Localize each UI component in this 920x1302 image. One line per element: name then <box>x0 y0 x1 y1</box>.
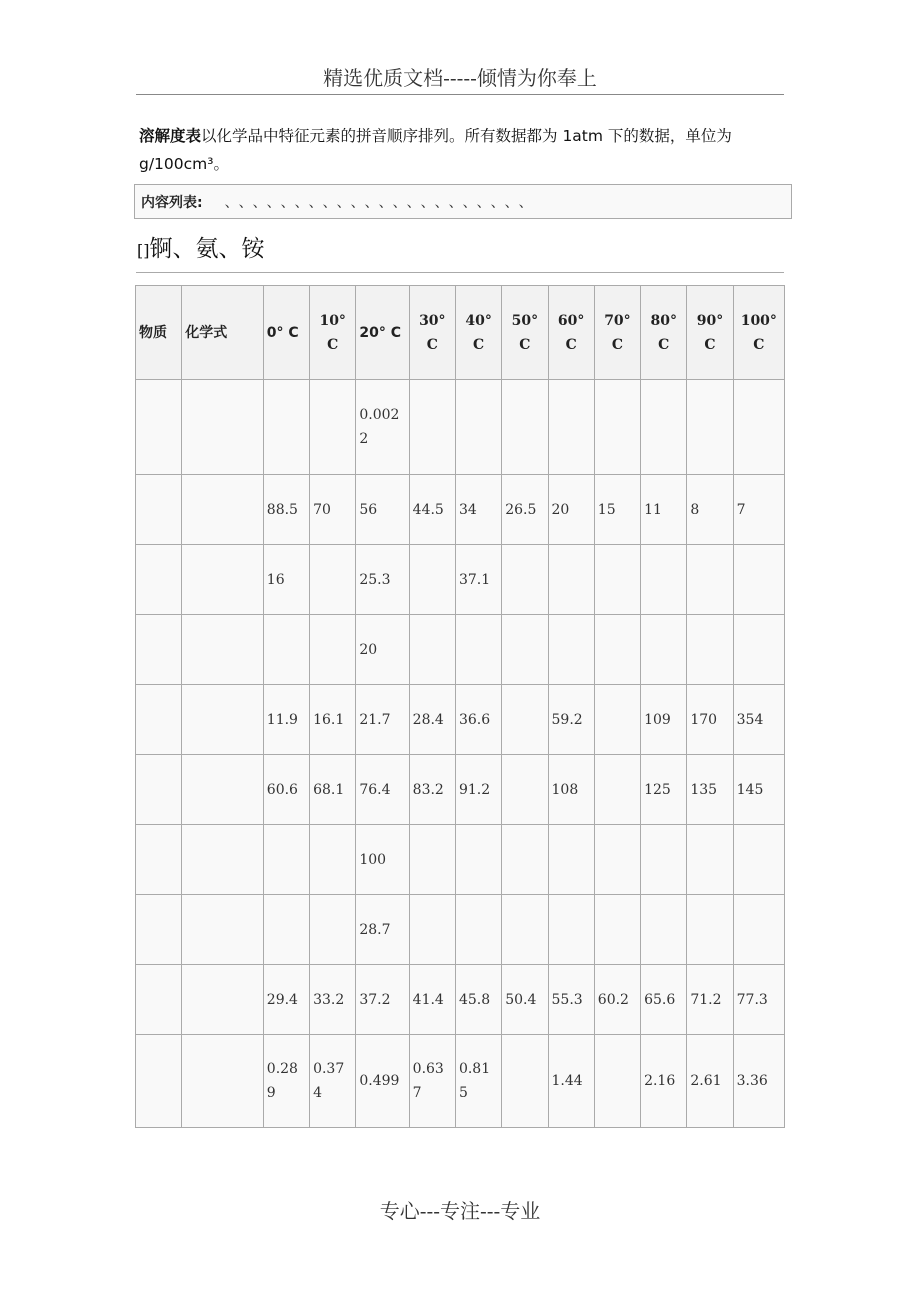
solubility-cell: 25.3 <box>356 545 409 615</box>
solubility-cell <box>502 380 548 475</box>
formula-cell <box>182 545 264 615</box>
solubility-cell <box>594 615 640 685</box>
substance-cell <box>136 475 182 545</box>
solubility-cell <box>733 545 784 615</box>
solubility-cell: 60.2 <box>594 965 640 1035</box>
substance-cell <box>136 965 182 1035</box>
solubility-cell <box>548 380 594 475</box>
solubility-cell: 11.9 <box>263 685 309 755</box>
solubility-cell <box>733 825 784 895</box>
solubility-cell: 29.4 <box>263 965 309 1035</box>
header-temp: 90° C <box>687 286 733 380</box>
solubility-cell: 100 <box>356 825 409 895</box>
solubility-cell: 135 <box>687 755 733 825</box>
table-of-contents <box>134 184 792 219</box>
formula-cell <box>182 895 264 965</box>
solubility-cell: 2.16 <box>641 1035 687 1128</box>
solubility-cell <box>455 825 501 895</box>
solubility-cell: 50.4 <box>502 965 548 1035</box>
solubility-cell <box>263 825 309 895</box>
solubility-cell: 2.61 <box>687 1035 733 1128</box>
substance-cell <box>136 615 182 685</box>
solubility-cell: 8 <box>687 475 733 545</box>
solubility-cell <box>310 545 356 615</box>
formula-cell <box>182 475 264 545</box>
solubility-cell <box>594 380 640 475</box>
substance-cell <box>136 1035 182 1128</box>
solubility-cell <box>310 825 356 895</box>
solubility-cell <box>594 895 640 965</box>
solubility-cell: 20 <box>356 615 409 685</box>
header-temp: 80° C <box>641 286 687 380</box>
solubility-cell: 56 <box>356 475 409 545</box>
solubility-cell <box>687 615 733 685</box>
header-divider <box>136 94 784 95</box>
solubility-cell <box>733 895 784 965</box>
solubility-cell: 34 <box>455 475 501 545</box>
solubility-cell <box>687 825 733 895</box>
solubility-cell <box>548 545 594 615</box>
solubility-cell <box>502 685 548 755</box>
toc-links[interactable]: 、、、、、、、、、、、、、、、、、、、、、、 <box>224 194 540 211</box>
substance-cell <box>136 545 182 615</box>
solubility-cell: 45.8 <box>455 965 501 1035</box>
solubility-cell: 37.2 <box>356 965 409 1035</box>
section-anchor-box: [] <box>137 241 150 260</box>
solubility-cell <box>594 685 640 755</box>
substance-cell <box>136 380 182 475</box>
section-heading <box>137 230 264 263</box>
header-temp: 40° C <box>455 286 501 380</box>
table-row <box>136 685 785 755</box>
solubility-cell <box>502 895 548 965</box>
solubility-cell: 0.637 <box>409 1035 455 1128</box>
solubility-cell <box>310 380 356 475</box>
intro-paragraph <box>139 122 779 178</box>
solubility-cell: 21.7 <box>356 685 409 755</box>
substance-cell <box>136 685 182 755</box>
solubility-cell <box>263 380 309 475</box>
solubility-cell: 145 <box>733 755 784 825</box>
table-row <box>136 380 785 475</box>
formula-cell <box>182 755 264 825</box>
solubility-cell: 3.36 <box>733 1035 784 1128</box>
formula-cell <box>182 1035 264 1128</box>
solubility-cell <box>310 615 356 685</box>
header-temp: 0° C <box>263 286 309 380</box>
solubility-cell: 26.5 <box>502 475 548 545</box>
solubility-cell: 41.4 <box>409 965 455 1035</box>
solubility-cell: 28.4 <box>409 685 455 755</box>
solubility-cell: 59.2 <box>548 685 594 755</box>
solubility-cell: 55.3 <box>548 965 594 1035</box>
solubility-cell: 109 <box>641 685 687 755</box>
solubility-cell: 7 <box>733 475 784 545</box>
solubility-cell <box>548 615 594 685</box>
solubility-cell <box>455 895 501 965</box>
page-footer: 专心---专注---专业 <box>379 1199 541 1223</box>
solubility-cell: 125 <box>641 755 687 825</box>
formula-cell <box>182 965 264 1035</box>
header-temp: 20° C <box>356 286 409 380</box>
formula-cell <box>182 615 264 685</box>
solubility-cell <box>641 895 687 965</box>
solubility-cell <box>641 825 687 895</box>
page-header: 精选优质文档-----倾情为你奉上 <box>323 66 597 90</box>
substance-cell <box>136 755 182 825</box>
solubility-cell <box>455 615 501 685</box>
solubility-cell: 0.499 <box>356 1035 409 1128</box>
solubility-cell: 65.6 <box>641 965 687 1035</box>
solubility-cell <box>409 895 455 965</box>
solubility-cell: 354 <box>733 685 784 755</box>
solubility-cell: 0.0022 <box>356 380 409 475</box>
solubility-cell: 83.2 <box>409 755 455 825</box>
intro-bold-term: 溶解度表 <box>139 127 202 145</box>
solubility-cell <box>733 380 784 475</box>
solubility-cell <box>502 615 548 685</box>
formula-cell <box>182 825 264 895</box>
table-row <box>136 1035 785 1128</box>
solubility-cell <box>409 825 455 895</box>
solubility-cell <box>687 895 733 965</box>
solubility-cell <box>263 895 309 965</box>
solubility-cell <box>733 615 784 685</box>
section-title: 锕、氨、铵 <box>149 236 265 262</box>
solubility-cell <box>641 615 687 685</box>
solubility-cell <box>502 1035 548 1128</box>
solubility-cell <box>310 895 356 965</box>
solubility-cell: 44.5 <box>409 475 455 545</box>
substance-cell <box>136 825 182 895</box>
solubility-cell: 33.2 <box>310 965 356 1035</box>
solubility-cell <box>502 825 548 895</box>
solubility-cell <box>594 545 640 615</box>
solubility-cell <box>455 380 501 475</box>
solubility-cell: 71.2 <box>687 965 733 1035</box>
header-temp: 30° C <box>409 286 455 380</box>
solubility-cell: 91.2 <box>455 755 501 825</box>
header-formula: 化学式 <box>182 286 264 380</box>
table-header-row <box>136 286 785 380</box>
header-substance: 物质 <box>136 286 182 380</box>
solubility-table <box>135 285 785 1128</box>
solubility-cell: 68.1 <box>310 755 356 825</box>
formula-cell <box>182 685 264 755</box>
solubility-cell: 108 <box>548 755 594 825</box>
solubility-cell: 11 <box>641 475 687 545</box>
solubility-cell <box>409 545 455 615</box>
table-row <box>136 825 785 895</box>
formula-cell <box>182 380 264 475</box>
solubility-cell <box>594 1035 640 1128</box>
table-row <box>136 545 785 615</box>
solubility-cell: 170 <box>687 685 733 755</box>
solubility-cell: 88.5 <box>263 475 309 545</box>
toc-label: 内容列表: <box>141 194 203 211</box>
solubility-cell: 76.4 <box>356 755 409 825</box>
solubility-cell: 70 <box>310 475 356 545</box>
solubility-cell: 16.1 <box>310 685 356 755</box>
table-body <box>136 380 785 1128</box>
solubility-cell <box>409 380 455 475</box>
table-row <box>136 475 785 545</box>
solubility-cell: 77.3 <box>733 965 784 1035</box>
solubility-cell <box>641 545 687 615</box>
substance-cell <box>136 895 182 965</box>
solubility-cell: 1.44 <box>548 1035 594 1128</box>
solubility-cell: 20 <box>548 475 594 545</box>
table-row <box>136 615 785 685</box>
solubility-cell <box>263 615 309 685</box>
section-divider <box>136 272 784 273</box>
solubility-cell <box>594 825 640 895</box>
table-row <box>136 895 785 965</box>
solubility-cell <box>687 545 733 615</box>
intro-text: 以化学品中特征元素的拼音顺序排列。所有数据都为 1atm 下的数据，单位为 g/100cm³。 <box>139 127 732 173</box>
solubility-cell: 0.289 <box>263 1035 309 1128</box>
header-temp: 70° C <box>594 286 640 380</box>
solubility-cell <box>594 755 640 825</box>
solubility-cell: 0.815 <box>455 1035 501 1128</box>
header-temp: 60° C <box>548 286 594 380</box>
solubility-cell <box>409 615 455 685</box>
solubility-cell <box>548 895 594 965</box>
solubility-cell: 60.6 <box>263 755 309 825</box>
table-row <box>136 965 785 1035</box>
solubility-cell <box>502 755 548 825</box>
solubility-cell: 16 <box>263 545 309 615</box>
solubility-cell <box>548 825 594 895</box>
solubility-cell: 15 <box>594 475 640 545</box>
solubility-cell: 28.7 <box>356 895 409 965</box>
header-temp: 10° C <box>310 286 356 380</box>
solubility-cell: 37.1 <box>455 545 501 615</box>
solubility-cell <box>687 380 733 475</box>
solubility-cell <box>502 545 548 615</box>
solubility-cell: 36.6 <box>455 685 501 755</box>
header-temp: 50° C <box>502 286 548 380</box>
table-row <box>136 755 785 825</box>
solubility-cell: 0.374 <box>310 1035 356 1128</box>
solubility-cell <box>641 380 687 475</box>
header-temp: 100° C <box>733 286 784 380</box>
